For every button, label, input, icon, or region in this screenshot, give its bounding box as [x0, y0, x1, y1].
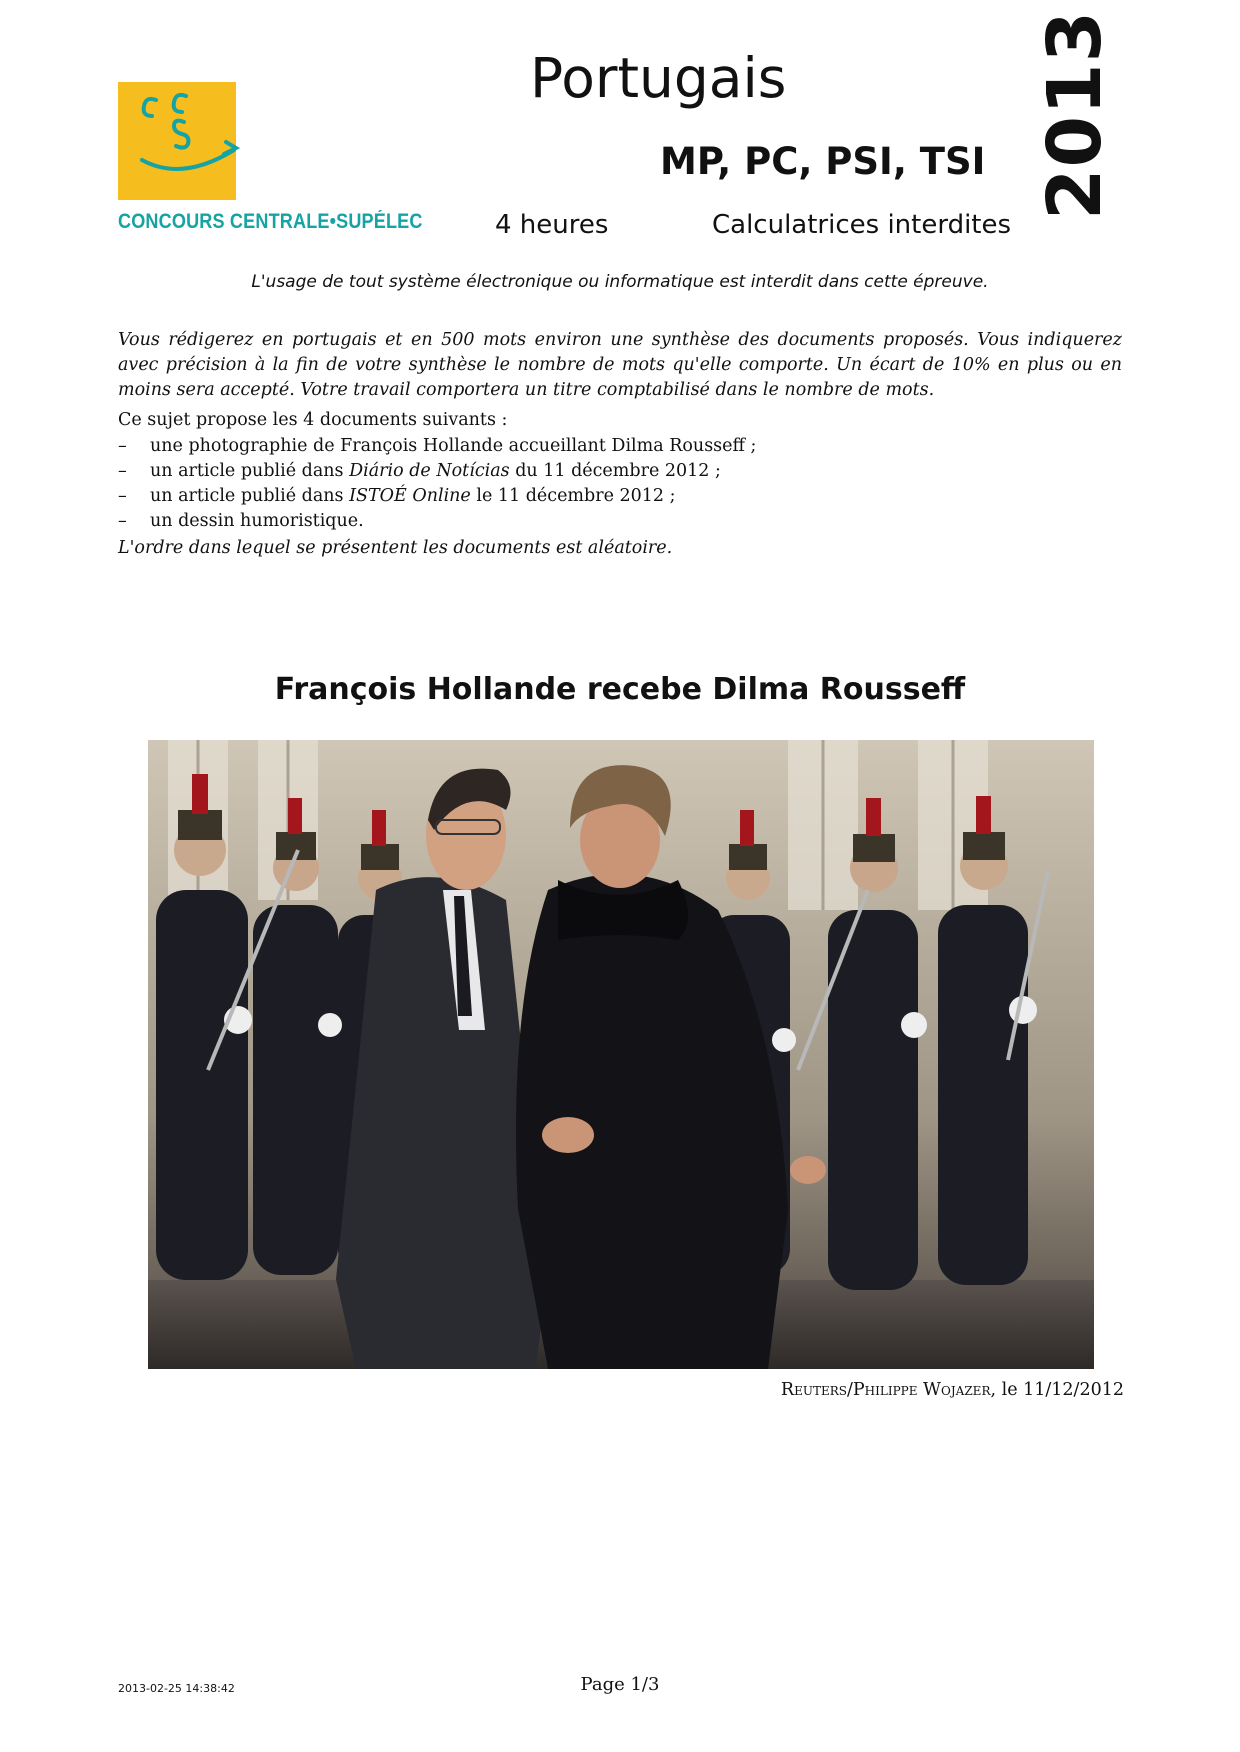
exam-year: 2013	[1032, 10, 1118, 220]
source-title: Diário de Notícias	[349, 461, 510, 481]
credit-photographer: /Philippe Wojazer	[846, 1380, 991, 1400]
document-title: François Hollande recebe Dilma Rousseff	[274, 672, 966, 707]
photo-credit	[781, 1380, 1124, 1400]
list-item: – un article publié dans Diário de Notícias du 11 décembre 2012 ;	[118, 461, 721, 481]
electronics-notice: L'usage de tout système électronique ou informatique est interdit dans cette épreuve.	[251, 272, 989, 292]
ccs-logo	[118, 82, 236, 200]
order-note: L'ordre dans lequel se présentent les documents est aléatoire.	[118, 538, 673, 558]
documents-list	[118, 434, 756, 534]
list-item: – un dessin humoristique.	[118, 511, 364, 531]
ccs-logo-name: CONCOURS CENTRALE•SUPÉLEC	[118, 210, 423, 233]
credit-agency: Reuters	[780, 1380, 847, 1400]
exam-series: MP, PC, PSI, TSI	[660, 140, 986, 183]
footer-timestamp: 2013-02-25 14:38:42	[118, 1682, 235, 1695]
ccs-logo-mark	[118, 82, 258, 200]
documents-intro: Ce sujet propose les 4 documents suivants :	[118, 410, 508, 430]
list-item: – une photographie de François Hollande accueillant Dilma Rousseff ;	[118, 436, 757, 456]
photo-scene	[148, 740, 1094, 1369]
list-item: – un article publié dans ISTOÉ Online le 11 décembre 2012 ;	[118, 486, 676, 506]
photograph	[148, 740, 1094, 1369]
credit-date: , le 11/12/2012	[990, 1380, 1124, 1400]
exam-duration: 4 heures	[495, 210, 609, 240]
source-title: ISTOÉ Online	[349, 486, 471, 506]
calculator-policy: Calculatrices interdites	[712, 210, 1012, 240]
exam-subject: Portugais	[530, 46, 787, 110]
instructions-paragraph: Vous rédigerez en portugais et en 500 mots environ une synthèse des documents proposés. Vous indiquerez avec précision à la fin de votre synthèse le nombre de mots qu'elle comporte. Un écart de 10% en plus ou en moins sera accepté. Votre travail comportera un titre comptabilisé dans le nombre de mots.	[118, 330, 1122, 400]
footer-page-number: Page 1/3	[580, 1674, 660, 1695]
